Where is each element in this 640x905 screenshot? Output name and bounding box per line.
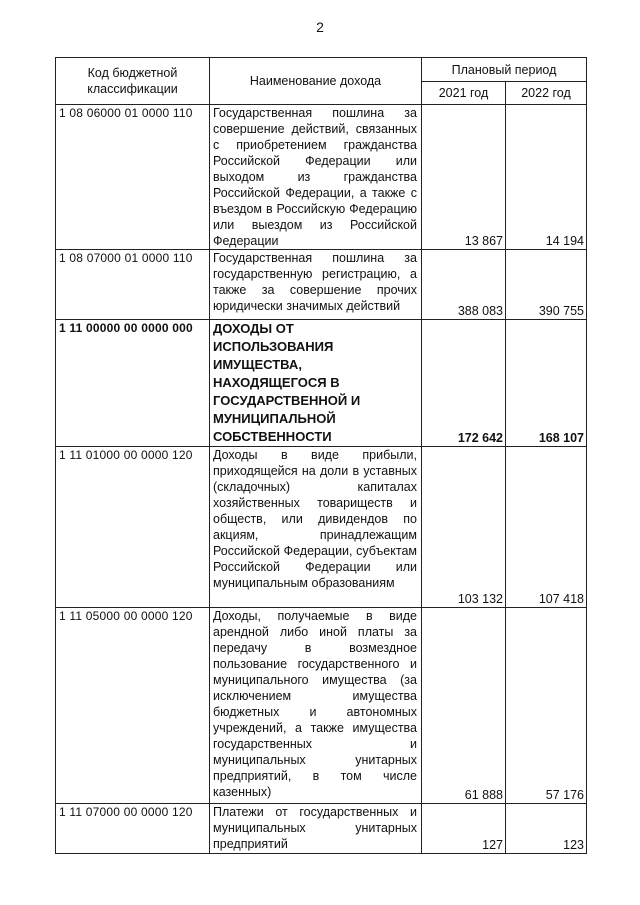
revenue-name: ДОХОДЫ ОТ ИСПОЛЬЗОВАНИЯ ИМУЩЕСТВА, НАХОДЯЩЕГОСЯ В ГОСУДАРСТВЕННОЙ И МУНИЦИПАЛЬНОЙ СОБСТВЕННОСТИ: [210, 320, 422, 447]
table-row: [56, 105, 587, 250]
header-period: Плановый период: [422, 58, 587, 82]
budget-code: 1 11 01000 00 0000 120: [56, 447, 210, 608]
page-number: 2: [316, 19, 324, 35]
value-2022: 168 107: [506, 320, 587, 447]
value-2022: 107 418: [506, 447, 587, 608]
table-row: [56, 804, 587, 854]
budget-code: 1 11 00000 00 0000 000: [56, 320, 210, 447]
budget-code: 1 11 07000 00 0000 120: [56, 804, 210, 854]
value-2022: 123: [506, 804, 587, 854]
header-name: Наименование дохода: [210, 58, 422, 105]
revenue-name: Доходы в виде прибыли, приходящейся на доли в уставных (складочных) капиталах хозяйственных товариществ и обществ, или дивидендов по акциям, принадлежащим Российской Федерации, субъектам Российской Федерации или муниципальным образованиям: [210, 447, 422, 608]
revenue-name: Доходы, получаемые в виде арендной либо иной платы за передачу в возмездное пользование государственного и муниципального имущества (за исключением имущества бюджетных и автономных учреждений, а также имущества государственных и муниципальных унитарных предприятий, в том числе казенных): [210, 608, 422, 804]
header-code: Код бюджетной классификации: [56, 58, 210, 105]
budget-code: 1 08 06000 01 0000 110: [56, 105, 210, 250]
value-2021: 172 642: [422, 320, 506, 447]
value-2021: 61 888: [422, 608, 506, 804]
value-2021: 127: [422, 804, 506, 854]
table-row: [56, 608, 587, 804]
revenue-name: Государственная пошлина за совершение действий, связанных с приобретением гражданства Российской Федерации или выходом из гражданства Российской Федерации, а также с въездом в Российскую Федерацию или выездом из Российской Федерации: [210, 105, 422, 250]
revenue-table: [55, 57, 587, 854]
revenue-name: Платежи от государственных и муниципальных унитарных предприятий: [210, 804, 422, 854]
table-row: [56, 250, 587, 320]
value-2022: 57 176: [506, 608, 587, 804]
value-2021: 13 867: [422, 105, 506, 250]
value-2021: 388 083: [422, 250, 506, 320]
budget-code: 1 11 05000 00 0000 120: [56, 608, 210, 804]
header-year-2021: 2021 год: [422, 82, 506, 105]
budget-code: 1 08 07000 01 0000 110: [56, 250, 210, 320]
table-row: [56, 320, 587, 447]
value-2022: 14 194: [506, 105, 587, 250]
value-2021: 103 132: [422, 447, 506, 608]
table-row: [56, 447, 587, 608]
value-2022: 390 755: [506, 250, 587, 320]
revenue-name: Государственная пошлина за государственную регистрацию, а также за совершение прочих юридически значимых действий: [210, 250, 422, 320]
header-year-2022: 2022 год: [506, 82, 587, 105]
